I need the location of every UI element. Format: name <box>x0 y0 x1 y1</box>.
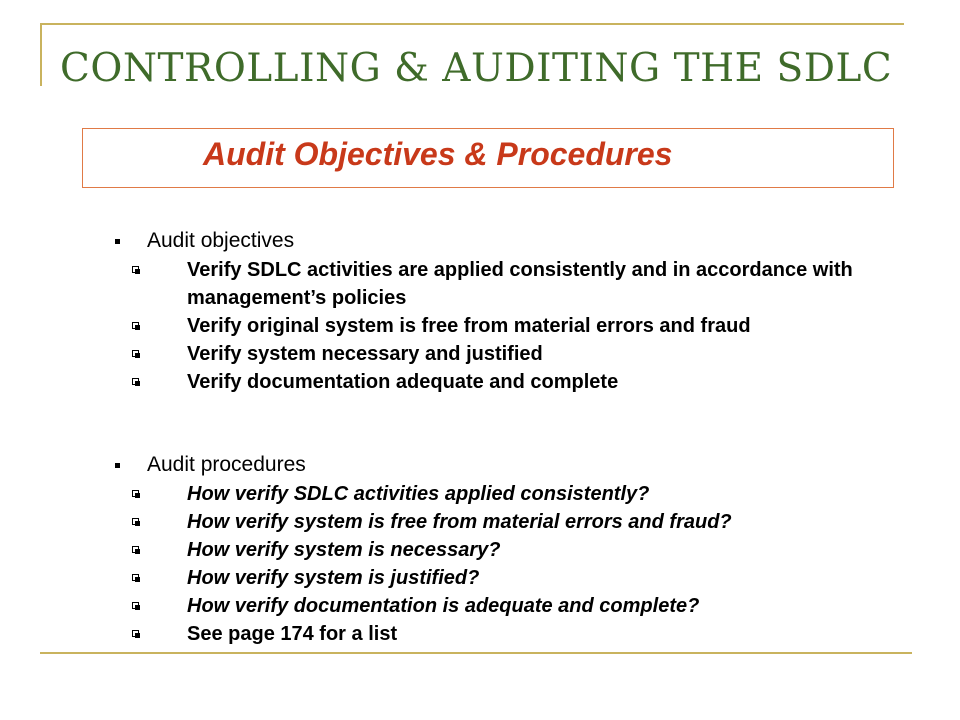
list-item <box>115 480 935 508</box>
checkbox-bullet-icon <box>132 322 139 329</box>
list-item <box>115 256 935 312</box>
objectives-heading <box>115 226 935 256</box>
checkbox-bullet-icon <box>132 546 139 553</box>
objectives-section <box>115 226 935 396</box>
list-item-text: Verify system necessary and justified <box>187 343 543 365</box>
bottom-rule <box>40 652 912 654</box>
objectives-list <box>115 256 935 396</box>
checkbox-bullet-icon <box>132 266 139 273</box>
list-item <box>115 368 935 396</box>
slide-title: CONTROLLING & AUDITING THE SDLC <box>60 46 893 91</box>
checkbox-bullet-icon <box>132 518 139 525</box>
checkbox-bullet-icon <box>132 490 139 497</box>
procedures-list <box>115 480 935 648</box>
list-item-text: How verify system is necessary? <box>187 539 501 561</box>
list-item-text: Verify original system is free from material errors and fraud <box>187 315 751 337</box>
list-item <box>115 592 935 620</box>
list-item <box>115 536 935 564</box>
subtitle-box <box>82 128 894 188</box>
list-item <box>115 340 935 368</box>
checkbox-bullet-icon <box>132 378 139 385</box>
list-item-text: How verify SDLC activities applied consistently? <box>187 483 650 505</box>
list-item-text: Verify documentation adequate and complete <box>187 371 619 393</box>
procedures-section <box>115 450 935 648</box>
procedures-heading <box>115 450 935 480</box>
list-item-text: Verify SDLC activities are applied consistently and in accordance with management’s policies <box>187 259 853 309</box>
square-bullet-icon <box>115 463 120 468</box>
square-bullet-icon <box>115 239 120 244</box>
checkbox-bullet-icon <box>132 602 139 609</box>
procedures-heading-text: Audit procedures <box>147 453 306 476</box>
left-rule <box>40 23 42 86</box>
top-rule <box>40 23 904 25</box>
checkbox-bullet-icon <box>132 574 139 581</box>
list-item <box>115 508 935 536</box>
checkbox-bullet-icon <box>132 630 139 637</box>
list-item <box>115 564 935 592</box>
list-item-text: How verify system is free from material errors and fraud? <box>187 511 732 533</box>
list-item <box>115 312 935 340</box>
list-item-text: How verify documentation is adequate and complete? <box>187 595 700 617</box>
list-item-text: See page 174 for a list <box>187 623 398 645</box>
list-item <box>115 620 935 648</box>
checkbox-bullet-icon <box>132 350 139 357</box>
subtitle-text: Audit Objectives & Procedures <box>203 136 673 172</box>
list-item-text: How verify system is justified? <box>187 567 480 589</box>
objectives-heading-text: Audit objectives <box>147 229 295 252</box>
